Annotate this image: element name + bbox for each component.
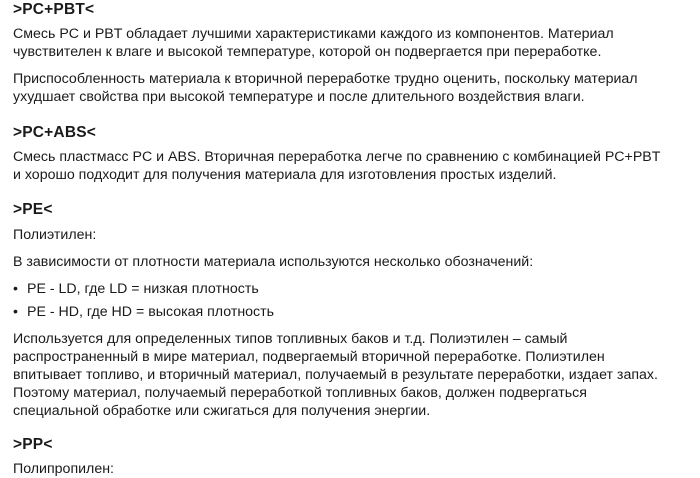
pe-intro: Полиэтилен: bbox=[13, 227, 97, 243]
pc-abs-para-line-1: Смесь пластмасс PC и ABS. Вторичная переработка легче по сравнению с комбинацией PC+PBT bbox=[13, 149, 661, 165]
pe-bullet-list bbox=[13, 280, 693, 321]
pe-para-line-2: распространенный в мире материал, подвергаемый вторичной переработке. Полиэтилен bbox=[13, 349, 605, 365]
list-item-text: PE - HD, где HD = высокая плотность bbox=[27, 304, 275, 320]
bullet-icon: • bbox=[13, 304, 18, 320]
heading-pp: >PP< bbox=[13, 436, 53, 453]
pc-abs-para-line-2: и хорошо подходит для получения материала для изготовления простых изделий. bbox=[13, 167, 557, 183]
list-item bbox=[13, 303, 693, 321]
pe-para-line-3: впитывает топливо, и вторичный материал, получаемый в результате переработки, издает запах. bbox=[13, 367, 658, 383]
pp-intro: Полипропилен: bbox=[13, 461, 114, 477]
pc-pbt-para-1-line-1: Смесь PC и PBT обладает лучшими характеристиками каждого из компонентов. Материал bbox=[13, 26, 614, 42]
pc-pbt-para-2-line-1: Приспособленность материала к вторичной переработке трудно оценить, поскольку материал bbox=[13, 71, 638, 87]
pc-pbt-para-2-line-2: ухудшает свойства при высокой температуре и после длительного воздействия влаги. bbox=[13, 89, 585, 105]
bullet-icon: • bbox=[13, 281, 18, 297]
pe-para-line-1: Используется для определенных типов топливных баков и т.д. Полиэтилен – самый bbox=[13, 331, 568, 347]
list-item bbox=[13, 280, 693, 298]
pe-density-text: В зависимости от плотности материала используются несколько обозначений: bbox=[13, 254, 534, 270]
pe-para-line-4: Поэтому материал, получаемый переработкой топливных баков, должен подвергаться bbox=[13, 385, 587, 401]
list-item-text: PE - LD, где LD = низкая плотность bbox=[27, 281, 259, 297]
pc-pbt-para-1-line-2: чувствителен к влаге и высокой температуре, которой он подвергается при переработке. bbox=[13, 44, 602, 60]
heading-pc-pbt: >PC+PBT< bbox=[13, 1, 95, 18]
heading-pe: >PE< bbox=[13, 201, 53, 218]
heading-pc-abs: >PC+ABS< bbox=[13, 124, 97, 141]
pe-para-line-5: специальной обработке или сжигаться для получения энергии. bbox=[13, 403, 431, 419]
